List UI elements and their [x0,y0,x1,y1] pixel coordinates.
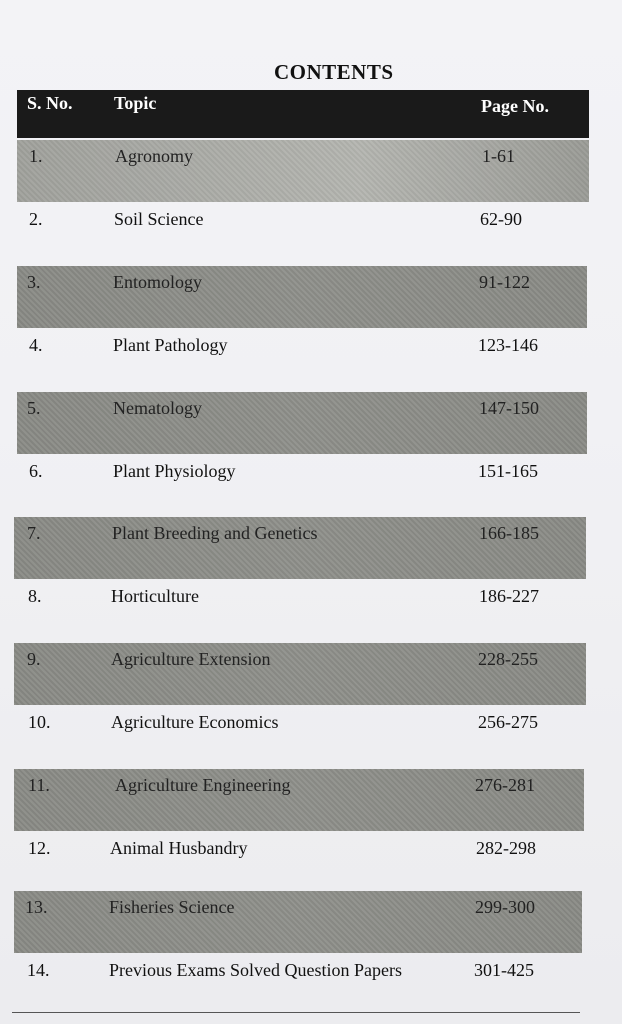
row-sno: 10. [28,712,51,732]
row-page-range: 282-298 [476,838,536,858]
table-row [14,954,582,1016]
row-topic: Previous Exams Solved Question Papers [109,960,402,980]
row-topic: Horticulture [111,586,199,606]
row-sno: 14. [27,960,50,980]
row-page-range: 151-165 [478,461,538,481]
row-page-range: 62-90 [480,209,522,229]
row-page-range: 166-185 [479,523,539,543]
row-sno: 11. [28,775,50,795]
row-topic: Agriculture Engineering [115,775,291,795]
row-topic: Plant Breeding and Genetics [112,523,318,543]
header-page: Page No. [481,96,549,116]
row-topic: Animal Husbandry [110,838,248,858]
row-page-range: 256-275 [478,712,538,732]
bottom-divider [12,1012,580,1013]
row-sno: 1. [29,146,43,166]
header-topic: Topic [114,93,157,113]
row-page-range: 276-281 [475,775,535,795]
row-topic: Plant Physiology [113,461,236,481]
table-row [14,643,586,705]
row-page-range: 228-255 [478,649,538,669]
table-row [17,203,589,265]
row-sno: 8. [28,586,42,606]
row-page-range: 91-122 [479,272,530,292]
row-sno: 13. [25,897,48,917]
row-topic: Fisheries Science [109,897,235,917]
table-row [14,769,584,831]
row-page-range: 301-425 [474,960,534,980]
row-page-range: 123-146 [478,335,538,355]
row-sno: 6. [29,461,43,481]
table-row [17,266,587,328]
row-sno: 3. [27,272,41,292]
row-sno: 5. [27,398,41,418]
row-topic: Agriculture Extension [111,649,271,669]
table-row [14,706,586,768]
row-sno: 2. [29,209,43,229]
row-topic: Agriculture Economics [111,712,279,732]
table-row [14,517,586,579]
row-topic: Nematology [113,398,202,418]
row-topic: Soil Science [114,209,204,229]
row-page-range: 1-61 [482,146,515,166]
row-page-range: 147-150 [479,398,539,418]
row-topic: Agronomy [115,146,193,166]
row-page-range: 299-300 [475,897,535,917]
table-row [17,329,587,391]
table-row [17,140,589,202]
table-header [17,90,589,138]
row-sno: 12. [28,838,51,858]
row-sno: 9. [27,649,41,669]
page-title: CONTENTS [274,60,394,84]
row-topic: Entomology [113,272,202,292]
row-page-range: 186-227 [479,586,539,606]
table-row [14,580,586,642]
table-row [14,832,584,894]
header-sno: S. No. [27,93,73,113]
table-row [14,891,582,953]
row-sno: 7. [27,523,41,543]
table-row [17,455,587,517]
table-row [17,392,587,454]
row-topic: Plant Pathology [113,335,228,355]
row-sno: 4. [29,335,43,355]
